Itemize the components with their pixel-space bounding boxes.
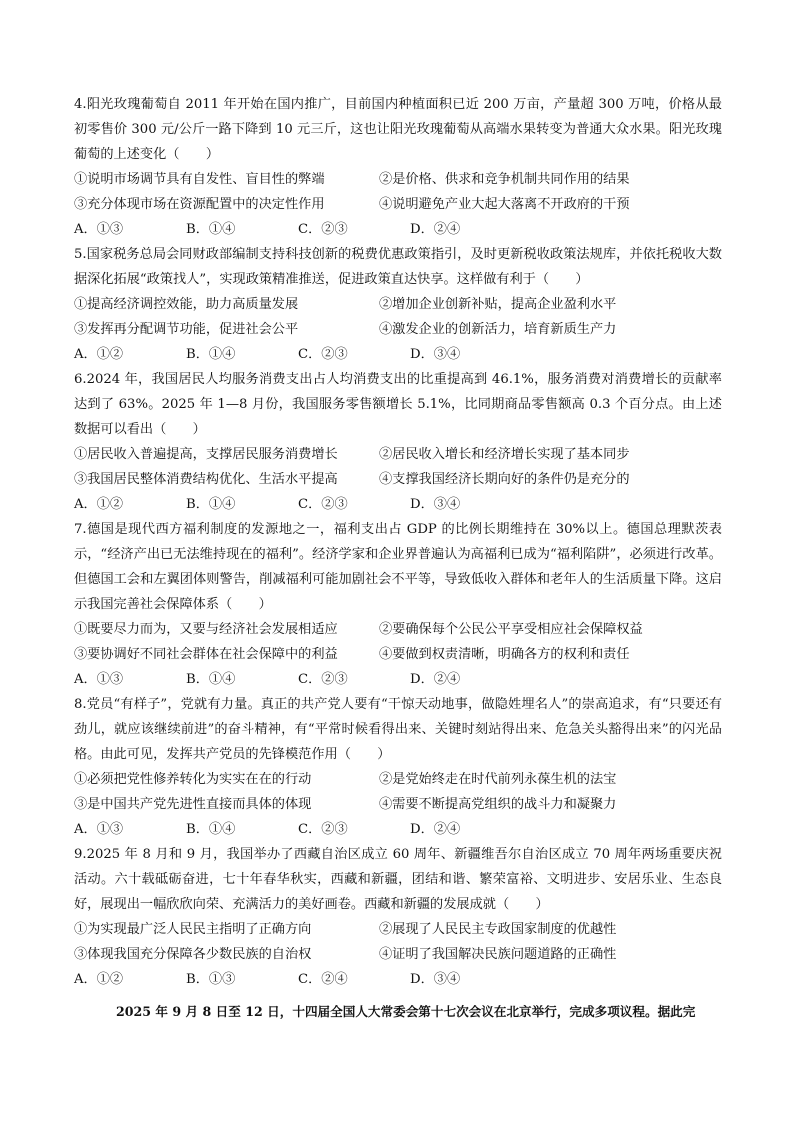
- option-list: [74, 442, 722, 492]
- option-2: ②是党始终走在时代前列永葆生机的法宝: [379, 772, 617, 787]
- answer-a: A．①③: [74, 822, 124, 837]
- option-3: ③我国居民整体消费结构优化、生活水平提高: [74, 472, 338, 487]
- option-2: ②居民收入增长和经济增长实现了基本同步: [379, 447, 630, 462]
- option-4: ④支撑我国经济长期向好的条件仍是充分的: [379, 472, 630, 487]
- option-3: ③是中国共产党先进性直接而具体的体现: [74, 797, 312, 812]
- option-2: ②要确保每个公民公平享受相应社会保障权益: [379, 622, 643, 637]
- option-list: [74, 617, 722, 667]
- answer-c: C．②④: [298, 972, 348, 987]
- question-8: [74, 692, 722, 842]
- next-question-intro: 2025 年 9 月 8 日至 12 日，十四届全国人大常委会第十七次会议在北京举行，完成多项议程。据此完: [116, 1004, 696, 1019]
- exam-page: [74, 92, 722, 992]
- answer-b: B．①④: [186, 222, 236, 237]
- question-6: [74, 367, 722, 517]
- answer-c: C．②③: [298, 497, 348, 512]
- question-9: [74, 842, 722, 992]
- answer-c: C．②③: [298, 347, 348, 362]
- answer-a: A．①②: [74, 972, 124, 987]
- answer-choices: [74, 967, 722, 992]
- question-4: [74, 92, 722, 242]
- answer-b: B．①④: [186, 822, 236, 837]
- answer-d: D．②④: [410, 222, 461, 237]
- option-4: ④需要不断提高党组织的战斗力和凝聚力: [379, 797, 617, 812]
- answer-choices: [74, 217, 722, 242]
- answer-b: B．①③: [186, 972, 236, 987]
- question-stem: 6.2024 年，我国居民人均服务消费支出占人均消费支出的比重提高到 46.1%，服务消费对消费增长的贡献率达到了 63%。2025 年 1—8 月份，我国服务零售额增长 5.1%，比同期商品零售额高 0.3 个百分点。由上述数据可以看出（ ）: [74, 372, 722, 437]
- option-1: ①为实现最广泛人民民主指明了正确方向: [74, 922, 312, 937]
- question-stem: 7.德国是现代西方福利制度的发源地之一，福利支出占 GDP 的比例长期维持在 30%以上。德国总理默茨表示，“经济产出已无法维持现在的福利”。经济学家和企业界普遍认为高福利已成为“福利陷阱”，必须进行改革。但德国工会和左翼团体则警告，削减福利可能加剧社会不平等，导致低收入群体和老年人的生活质量下降。这启示我国完善社会保障体系（ ）: [74, 522, 722, 612]
- option-2: ②是价格、供求和竞争机制共同作用的结果: [379, 172, 630, 187]
- answer-d: D．③④: [410, 497, 461, 512]
- answer-a: A．①②: [74, 347, 124, 362]
- answer-a: A．①②: [74, 497, 124, 512]
- option-1: ①既要尽力而为，又要与经济社会发展相适应: [74, 622, 338, 637]
- option-list: [74, 167, 722, 217]
- answer-b: B．①④: [186, 497, 236, 512]
- answer-d: D．③④: [410, 347, 461, 362]
- option-3: ③要协调好不同社会群体在社会保障中的利益: [74, 647, 338, 662]
- option-3: ③充分体现市场在资源配置中的决定性作用: [74, 197, 325, 212]
- option-list: [74, 292, 722, 342]
- option-2: ②增加企业创新补贴，提高企业盈利水平: [379, 297, 617, 312]
- question-stem: 8.党员“有样子”，党就有力量。真正的共产党人要有“干惊天动地事，做隐姓埋名人”的崇高追求，有“只要还有劲儿，就应该继续前进”的奋斗精神，有“平常时候看得出来、关键时刻站得出来、危急关头豁得出来”的闪光品格。由此可见，发挥共产党员的先锋模范作用（ ）: [74, 697, 722, 762]
- option-list: [74, 767, 722, 817]
- question-5: [74, 242, 722, 367]
- answer-a: A．①③: [74, 672, 124, 687]
- answer-a: A．①③: [74, 222, 124, 237]
- option-list: [74, 917, 722, 967]
- answer-d: D．③④: [410, 972, 461, 987]
- option-4: ④要做到权责清晰，明确各方的权利和责任: [379, 647, 630, 662]
- answer-choices: [74, 667, 722, 692]
- answer-d: D．②④: [410, 672, 461, 687]
- answer-b: B．①④: [186, 347, 236, 362]
- answer-c: C．②③: [298, 672, 348, 687]
- option-1: ①说明市场调节具有自发性、盲目性的弊端: [74, 172, 325, 187]
- question-stem: 5.国家税务总局会同财政部编制支持科技创新的税费优惠政策指引，及时更新税收政策法规库，并依托税收大数据深化拓展“政策找人”，实现政策精准推送，促进政策直达快享。这样做有利于（ ）: [74, 247, 722, 287]
- option-4: ④证明了我国解决民族问题道路的正确性: [379, 947, 617, 962]
- question-7: [74, 517, 722, 692]
- answer-choices: [74, 492, 722, 517]
- option-1: ①提高经济调控效能，助力高质量发展: [74, 297, 299, 312]
- answer-c: C．②③: [298, 222, 348, 237]
- question-stem: 9.2025 年 8 月和 9 月，我国举办了西藏自治区成立 60 周年、新疆维吾尔自治区成立 70 周年两场重要庆祝活动。六十载砥砺奋进，七十年春华秋实，西藏和新疆，团结和谐、繁荣富裕、文明进步、安居乐业、生态良好，展现出一幅欣欣向荣、充满活力的美好画卷。西藏和新疆的发展成就（ ）: [74, 847, 722, 912]
- option-4: ④说明避免产业大起大落离不开政府的干预: [379, 197, 630, 212]
- answer-choices: [74, 342, 722, 367]
- answer-d: D．②④: [410, 822, 461, 837]
- option-2: ②展现了人民民主专政国家制度的优越性: [379, 922, 617, 937]
- option-3: ③体现我国充分保障各少数民族的自治权: [74, 947, 312, 962]
- option-1: ①居民收入普遍提高，支撑居民服务消费增长: [74, 447, 338, 462]
- option-3: ③发挥再分配调节功能，促进社会公平: [74, 322, 299, 337]
- answer-b: B．①④: [186, 672, 236, 687]
- answer-c: C．②③: [298, 822, 348, 837]
- answer-choices: [74, 817, 722, 842]
- question-stem: 4.阳光玫瑰葡萄自 2011 年开始在国内推广，目前国内种植面积已近 200 万亩，产量超 300 万吨，价格从最初零售价 300 元/公斤一路下降到 10 元三斤，这也让阳光玫瑰葡萄从高端水果转变为普通大众水果。阳光玫瑰葡萄的上述变化（ ）: [74, 97, 722, 162]
- option-1: ①必须把党性修养转化为实实在在的行动: [74, 772, 312, 787]
- option-4: ④激发企业的创新活力，培育新质生产力: [379, 322, 617, 337]
